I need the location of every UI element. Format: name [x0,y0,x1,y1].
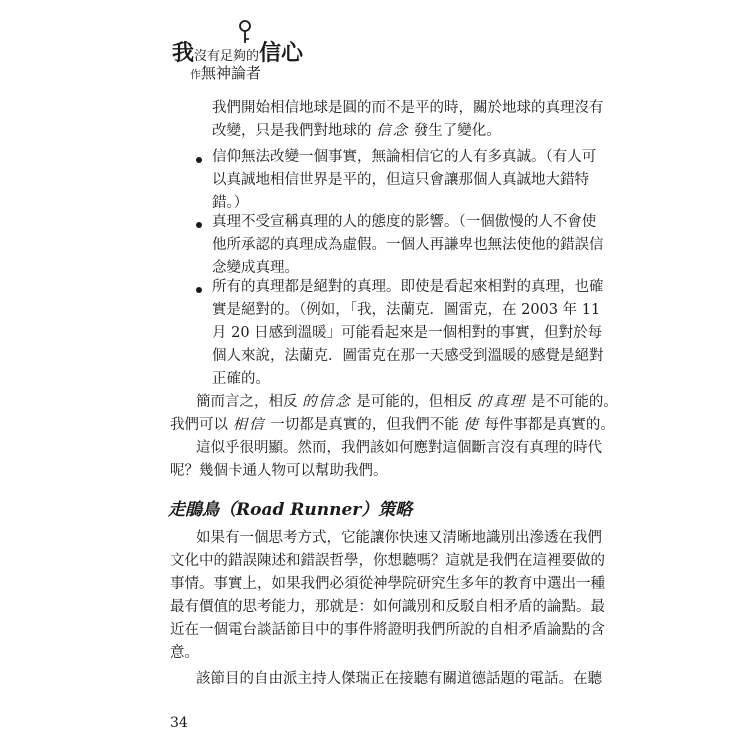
summary-emphasis-truth: 的真理 [476,394,527,410]
summary-line-3: 這似乎很明顯。然而，我們該如何應對這個斷言沒有真理的時代 [196,440,602,456]
section-line-2: 文化中的錯誤陳述和錯誤哲學，你想聽嗎？這就是我們在這裡要做的 [170,553,605,569]
book-title-part2: 沒有足夠的 [194,49,260,64]
summary-line-4: 呢？幾個卡通人物可以幫助我們。 [170,463,388,479]
bullet-3-line-3: 月 20 日感到溫暖」可能看起來是一個相對的事實，但對於每 [212,325,603,341]
book-title-part1: 我 [172,40,195,66]
summary-l2-c: 每件事都是真實的。 [484,417,615,433]
intro-line-2 [212,120,501,143]
summary-l2-a: 我們可以 [170,417,228,433]
bullet-3-line-1: 所有的真理都是絕對的真理。即使是看起來相對的真理，也確 [212,279,604,295]
book-subtitle [190,62,261,83]
bullet-2-line-1: 真理不受宣稱真理的人的態度的影響。（一個傲慢的人不會使 [212,214,597,230]
section-line-5: 近在一個電台談話節目中的事件將證明我們所說的自相矛盾論點的含 [170,622,605,638]
book-subtitle-part2: 無神論者 [201,64,262,82]
section-last-line: 該節目的自由派主持人傑瑞正在接聽有關道德話題的電話。在聽 [196,671,602,687]
section-line-1: 如果有一個思考方式，它能讓你快速又清晰地識別出滲透在我們 [196,530,602,546]
intro-emphasis: 信念 [376,123,410,139]
summary-l2-b: 一切都是真實的，但我們不能 [270,417,459,433]
bullet-3-line-4: 個人來說，法蘭克．圖雷克在那一天感受到溫暖的感覺是絕對 [212,348,604,364]
bullet-2-line-2: 他所承認的真理成為虛假。一個人再謙卑也無法使他的錯誤信 [212,237,604,253]
section-line-3: 事情。事實上，如果我們必須從神學院研究生多年的教育中選出一種 [170,576,605,592]
page-number: 34 [170,715,188,731]
book-subtitle-part1: 作 [190,68,201,81]
bullet-3-line-2: 實是絕對的。（例如，「我，法蘭克．圖雷克，在 2003 年 11 [212,302,601,318]
intro-line-1: 我們開始相信地球是圓的而不是平的時，關於地球的真理沒有 [212,100,604,116]
summary-line-1 [196,391,618,414]
bullet-marker [196,287,202,293]
bullet-1-line-1: 信仰無法改變一個事實，無論相信它的人有多真誠。（有人可 [212,149,597,165]
bullet-1-line-3: 錯。） [212,195,249,211]
running-header [150,18,330,82]
section-line-6: 意。 [170,645,199,661]
key-icon [238,20,252,44]
section-line-4: 最有價值的思考能力，那就是：如何識別和反駁自相矛盾的論點。最 [170,599,605,615]
bullet-2-line-3: 念變成真理。 [212,260,299,276]
summary-l1-b: 是可能的，但相反 [356,394,473,410]
intro-line-2-b: 發生了變化。 [413,123,501,139]
summary-l1-a: 簡而言之，相反 [196,394,298,410]
summary-line-2 [170,414,615,437]
summary-emphasis-believe: 相信 [232,417,266,433]
summary-emphasis-belief: 的信念 [302,394,352,410]
summary-l1-c: 是不可能的。 [530,394,618,410]
bullet-1-line-2: 以真誠地相信世界是平的，但這只會讓那個人真誠地大錯特 [212,172,589,188]
intro-line-2-a: 改變，只是我們對地球的 [212,123,372,139]
bullet-3-line-5: 正確的。 [212,371,270,387]
bullet-marker [196,157,202,163]
book-title-part3: 信心 [259,40,304,66]
section-heading: 走鵑鳥（Road Runner）策略 [168,500,413,520]
bullet-marker [196,222,202,228]
summary-emphasis-make: 使 [463,417,480,433]
